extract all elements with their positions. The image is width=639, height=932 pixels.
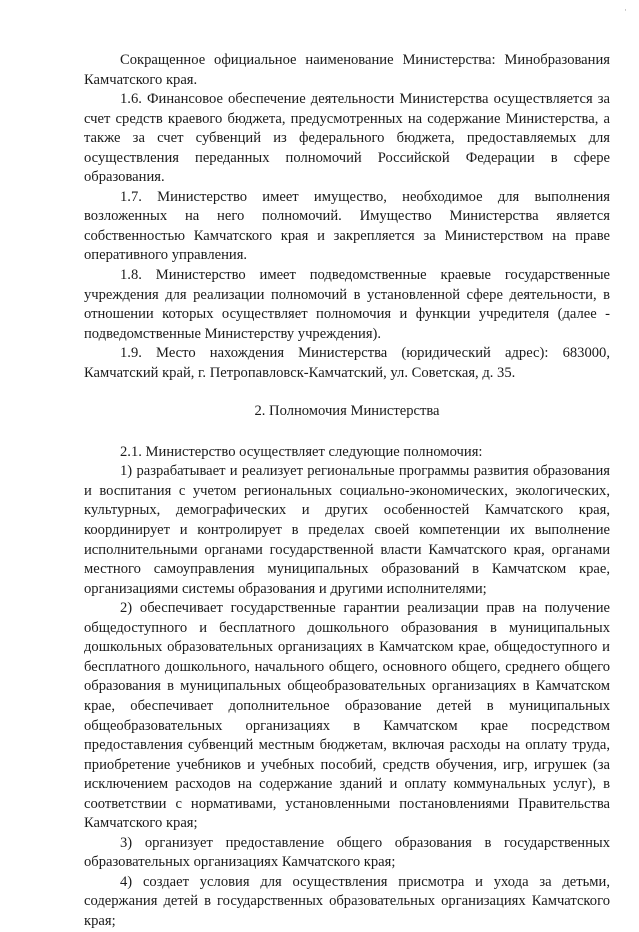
list-item-4: 4) создает условия для осуществления присмотра и ухода за детьми, содержания детей в государственных образовательных организациях Камчатского края; [84, 873, 610, 929]
paragraph-1-6: 1.6. Финансовое обеспечение деятельности Министерства осуществляется за счет средств краевого бюджета, предусмотренных на содержание Министерства, а также за счет субвенций из федерального бюджета, предоставляемых для осуществления переданных полномочий Российской Федерации в сфере образования. [84, 91, 610, 186]
paragraph-short-name: Сокращенное официальное наименование Министерства: Минобразования Камчатского края. [84, 52, 610, 88]
section-heading: 2. Полномочия Министерства [254, 403, 440, 420]
list-item-1: 1) разрабатывает и реализует региональные программы развития образования и воспитания с учетом региональных социально-экономических, экологических, культурных, демографических и других особенностей Камчатского края, координирует и контролирует в пределах своей компетенции их выполнение исполнительными органами государственной власти Камчатского края, органами местного самоуправления муниципальных образований в Камчатском крае, организациями системы образования и другими исполнителями; [84, 463, 610, 597]
paragraph-1-8: 1.8. Министерство имеет подведомственные краевые государственные учреждения для реализации полномочий в установленной сфере деятельности, в отношении которых осуществляет полномочия и функции учредителя (далее - подведомственные Министерству учреждения). [84, 267, 610, 342]
list-item-3: 3) организует предоставление общего образования в государственных образовательных организациях Камчатского края; [84, 834, 610, 871]
paragraph-1-9: 1.9. Место нахождения Министерства (юридический адрес): 683000, Камчатский край, г. Петропавловск-Камчатский, ул. Советская, д. 35. [84, 345, 610, 381]
corner-mark: · [624, 6, 627, 16]
paragraph-1-7: 1.7. Министерство имеет имущество, необходимое для выполнения возложенных на него полномочий. Имущество Министерства является собственностью Камчатского края и закрепляется за Министерством на праве оперативного управления. [84, 188, 610, 264]
list-item-2: 2) обеспечивает государственные гарантии реализации прав на получение общедоступного и бесплатного дошкольного образования в муниципальных дошкольных образовательных организациях в Камчатском крае, общедоступного и бесплатного дошкольного, начального общего, основного общего, среднего общего образования в муниципальных общеобразовательных организациях в Камчатском крае, обеспечивает дополнительное образование детей в муниципальных общеобразовательных организациях в Камчатском крае посредством предоставления субвенций местным бюджетам, включая расходы на оплату труда, приобретение учебников и учебных пособий, средств обучения, игр, игрушек (за исключением расходов на содержание зданий и оплату коммунальных услуг), в соответствии с нормативами, установленными постановлениями Правительства Камчатского края; [84, 600, 610, 832]
paragraph-2-1: 2.1. Министерство осуществляет следующие полномочия: [120, 443, 483, 460]
document-body [84, 51, 610, 932]
